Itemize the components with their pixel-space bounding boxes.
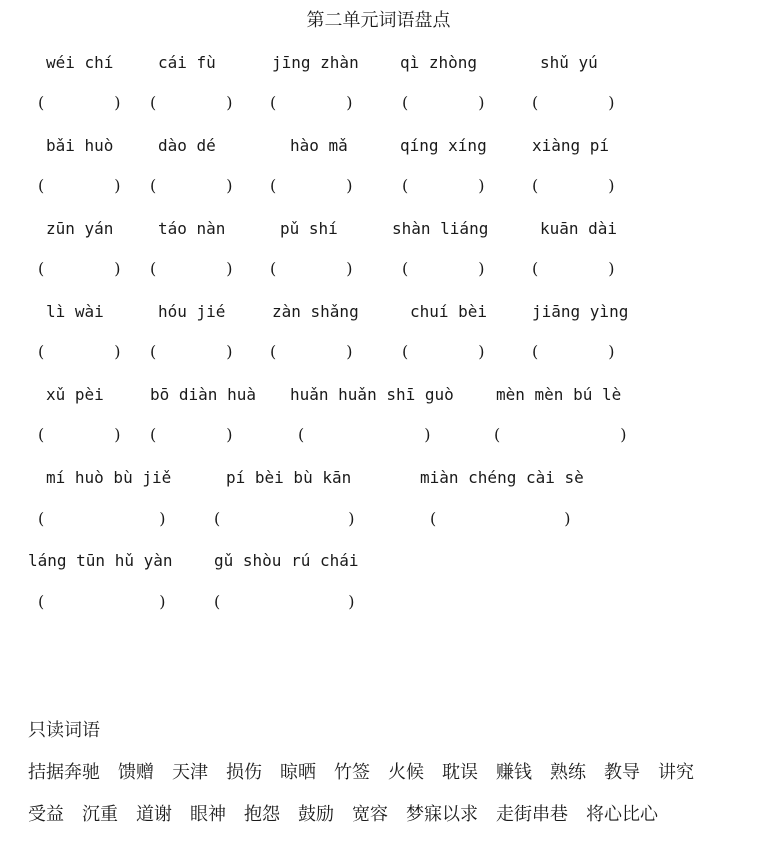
pinyin-item: miàn chéng cài sè (420, 468, 584, 487)
pinyin-item: láng tūn hǔ yàn (28, 551, 173, 570)
pinyin-item: qíng xíng (400, 136, 487, 155)
pinyin-item: chuí bèi (410, 302, 488, 321)
answer-blank[interactable]: ( ) (532, 259, 615, 278)
pinyin-item: jīng zhàn (272, 53, 359, 72)
answer-blank[interactable]: ( ) (402, 259, 485, 278)
answer-blank[interactable]: ( ) (150, 259, 233, 278)
answer-blank[interactable]: ( ) (402, 342, 485, 361)
word: 馈赠 (118, 762, 154, 783)
word: 走街串巷 (496, 804, 568, 825)
word: 眼神 (190, 804, 226, 825)
answer-blank[interactable]: ( ) (270, 259, 353, 278)
pinyin-item: qì zhòng (400, 53, 478, 72)
pinyin-item: bō diàn huà (150, 385, 256, 404)
pinyin-item: shǔ yú (540, 53, 598, 72)
only-read-line-2 (28, 800, 676, 826)
word: 火候 (388, 762, 424, 783)
pinyin-item: lì wài (46, 302, 104, 321)
answer-blank[interactable]: ( ) (270, 93, 353, 112)
word: 竹签 (334, 762, 370, 783)
word: 将心比心 (586, 804, 658, 825)
pinyin-item: dào dé (158, 136, 216, 155)
pinyin-item: wéi chí (46, 53, 114, 72)
pinyin-item: mèn mèn bú lè (496, 385, 622, 404)
word: 赚钱 (496, 762, 532, 783)
answer-blank[interactable]: ( ) (402, 93, 485, 112)
pinyin-item: shàn liáng (392, 219, 489, 238)
pinyin-item: zàn shǎng (272, 302, 359, 321)
answer-blank[interactable]: ( ) (214, 592, 355, 611)
word: 讲究 (658, 762, 694, 783)
answer-blank[interactable]: ( ) (532, 93, 615, 112)
pinyin-item: táo nàn (158, 219, 226, 238)
pinyin-item: cái fù (158, 53, 216, 72)
word: 天津 (172, 762, 208, 783)
pinyin-item: bǎi huò (46, 136, 114, 155)
pinyin-item: gǔ shòu rú chái (214, 551, 359, 570)
answer-blank[interactable]: ( ) (214, 509, 355, 528)
word: 耽误 (442, 762, 478, 783)
pinyin-item: pǔ shí (280, 219, 338, 238)
answer-blank[interactable]: ( ) (38, 176, 121, 195)
pinyin-item: hóu jié (158, 302, 226, 321)
pinyin-item: kuān dài (540, 219, 618, 238)
word: 宽容 (352, 804, 388, 825)
answer-blank[interactable]: ( ) (532, 342, 615, 361)
pinyin-item: mí huò bù jiě (46, 468, 172, 487)
word: 抱怨 (244, 804, 280, 825)
answer-blank[interactable]: ( ) (494, 425, 627, 444)
word: 沉重 (82, 804, 118, 825)
answer-blank[interactable]: ( ) (150, 176, 233, 195)
answer-blank[interactable]: ( ) (532, 176, 615, 195)
answer-blank[interactable]: ( ) (38, 425, 121, 444)
pinyin-item: huǎn huǎn shī guò (290, 385, 454, 404)
answer-blank[interactable]: ( ) (402, 176, 485, 195)
answer-blank[interactable]: ( ) (270, 342, 353, 361)
word: 受益 (28, 804, 64, 825)
answer-blank[interactable]: ( ) (150, 93, 233, 112)
pinyin-item: jiāng yìng (532, 302, 629, 321)
pinyin-item: xiàng pí (532, 136, 610, 155)
word: 拮据奔驰 (28, 762, 100, 783)
pinyin-item: hào mǎ (290, 136, 348, 155)
answer-blank[interactable]: ( ) (38, 592, 166, 611)
word: 梦寐以求 (406, 804, 478, 825)
only-read-title: 只读词语 (28, 720, 100, 741)
word: 晾晒 (280, 762, 316, 783)
answer-blank[interactable]: ( ) (38, 342, 121, 361)
word: 损伤 (226, 762, 262, 783)
answer-blank[interactable]: ( ) (298, 425, 431, 444)
pinyin-item: pí bèi bù kān (226, 468, 352, 487)
answer-blank[interactable]: ( ) (270, 176, 353, 195)
answer-blank[interactable]: ( ) (38, 259, 121, 278)
word: 鼓励 (298, 804, 334, 825)
word: 教导 (604, 762, 640, 783)
pinyin-item: xǔ pèi (46, 385, 104, 404)
answer-blank[interactable]: ( ) (150, 425, 233, 444)
page-title: 第二单元词语盘点 (306, 10, 451, 31)
only-read-line-1 (28, 758, 712, 784)
word: 道谢 (136, 804, 172, 825)
pinyin-item: zūn yán (46, 219, 114, 238)
answer-blank[interactable]: ( ) (38, 93, 121, 112)
word: 熟练 (550, 762, 586, 783)
answer-blank[interactable]: ( ) (430, 509, 571, 528)
answer-blank[interactable]: ( ) (38, 509, 166, 528)
answer-blank[interactable]: ( ) (150, 342, 233, 361)
